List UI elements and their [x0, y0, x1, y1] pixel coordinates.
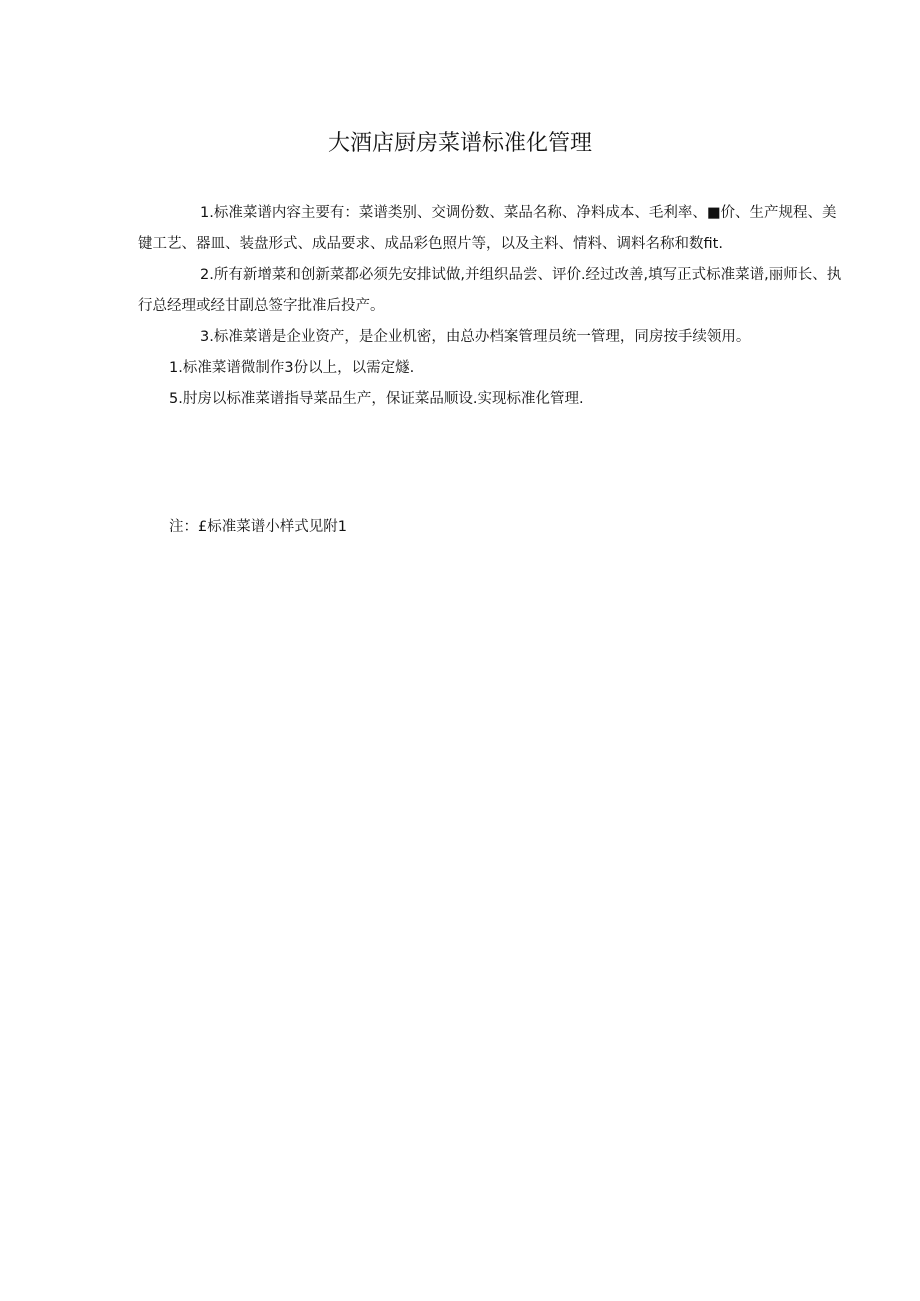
paragraph-4 — [138, 353, 850, 384]
document-title: 大酒店厨房菜谱标准化管理 — [327, 131, 592, 156]
paragraph-number: 5. — [169, 391, 183, 407]
document-body — [138, 198, 850, 415]
paragraph-text: 标准菜谱微制作3份以上，以需定燧. — [182, 360, 415, 376]
paragraph-text: 肘房以标准菜谱指导菜品生产，保证菜品顺设.实现标准化管理. — [182, 391, 584, 407]
paragraph-text: .标准菜谱是企业资产，是企业机密，由总办档案管理员统一管理，同房按手续领用。 — [209, 329, 751, 345]
paragraph-5 — [138, 384, 850, 415]
paragraph-number: 1. — [169, 360, 183, 376]
paragraph-2 — [138, 260, 850, 322]
paragraph-text: .所有新增菜和创新菜都必须先安排试做,并组织品尝、评价.经过改善,填写正式标准菜谱,丽师长、执行总经理或经甘副总签字批准后投产。 — [138, 267, 842, 314]
paragraph-number: 2 — [200, 267, 210, 283]
paragraph-number: 3 — [200, 329, 210, 345]
paragraph-number: 1 — [200, 205, 210, 221]
paragraph-3 — [138, 322, 850, 353]
paragraph-1 — [138, 198, 850, 260]
paragraph-text: .标准菜谱内容主要有：菜谱类别、交调份数、菜品名称、净料成本、毛利率、■价、生产规程、美键工艺、器皿、装盘形式、成品要求、成品彩色照片等，以及主料、情料、调料名称和数fit. — [138, 205, 837, 252]
document-note: 注：£标准菜谱小样式见附1 — [169, 519, 347, 535]
